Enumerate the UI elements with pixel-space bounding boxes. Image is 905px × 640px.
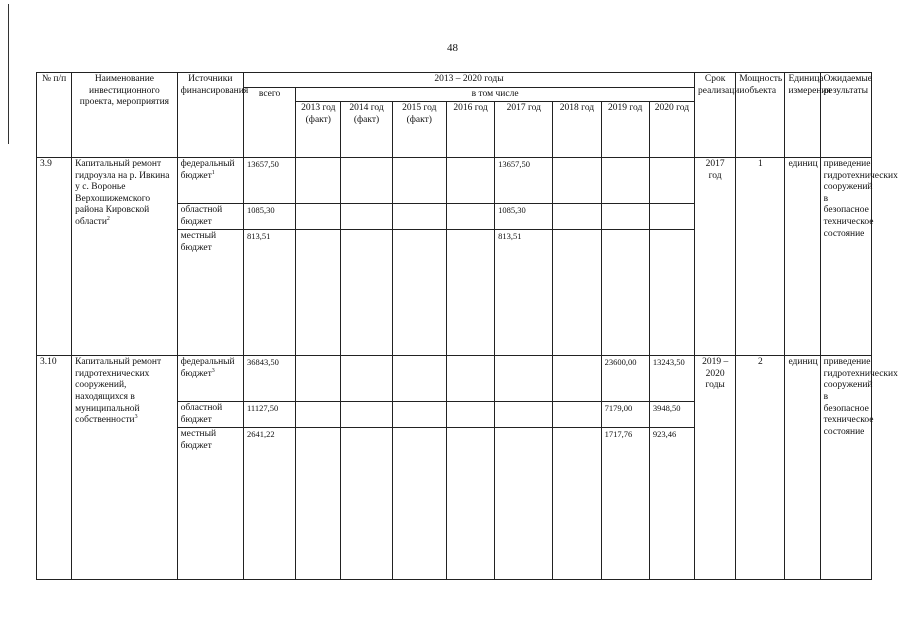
year-value-cell-text: 813,51 [498,231,522,242]
year-value-cell [601,158,649,204]
header-source: Источники финансирования [177,73,243,158]
funding-source-cell [177,204,243,230]
year-value-cell [341,158,392,204]
year-value-cell [649,158,694,204]
year-value-cell-text: 7179,00 [604,403,633,414]
funding-source-cell-text: местный бюджет [180,231,217,253]
row-number-cell-text: 3.10 [40,357,57,368]
total-cell-text: 813,51 [246,231,271,242]
table-body [37,73,898,580]
header-row [37,73,872,88]
year-value-cell [341,402,392,428]
funding-source-cell [177,428,243,580]
funding-source-cell [177,158,243,204]
year-value-cell [392,402,446,428]
funding-source-cell-text: федеральный бюджет [180,159,235,181]
unit-cell-text: единиц [788,357,818,368]
unit-cell [785,158,820,356]
project-name-cell-text: Капитальный ремонт гидроузла на р. Ивкина у с. Вороньe Верхошижемского района Кировской области [75,159,170,228]
year-value-cell [392,204,446,230]
total-cell [243,428,295,580]
year-value-cell [341,428,392,580]
term-cell-text: 2019 – 2020 годы [702,357,729,391]
header-result: Ожидаемые результаты [820,73,871,158]
result-cell-text: приведение гидротехнических сооружений в безопасное техническое состояние [823,357,898,437]
margin-line [8,4,9,144]
year-value-cell [392,428,446,580]
year-value-cell [495,356,553,402]
total-cell-text: 1085,30 [246,205,275,216]
total-cell-text: 11127,50 [246,403,279,414]
footnote-mark: 3 [134,414,138,421]
header-year-2015: 2015 год (факт) [392,102,446,158]
year-value-cell [495,204,553,230]
result-cell [820,356,898,580]
capacity-cell [736,356,785,580]
year-value-cell [446,158,494,204]
year-value-cell [495,428,553,580]
year-value-cell [553,158,601,204]
year-value-cell [553,204,601,230]
result-cell-text: приведение гидротехнических сооружений в безопасное техническое состояние [823,159,898,239]
row-number-cell [37,158,72,356]
total-cell [243,204,295,230]
unit-cell-text: единиц [788,159,818,170]
year-value-cell [392,158,446,204]
year-value-cell [553,356,601,402]
footnote-mark: 1 [211,169,215,176]
unit-cell [785,356,820,580]
header-num: № п/п [37,73,72,158]
year-value-cell [553,230,601,356]
year-value-cell [296,158,341,204]
header-year-2019: 2019 год [601,102,649,158]
term-cell [695,158,736,356]
table-row [37,158,872,204]
header-year-2014: 2014 год (факт) [341,102,392,158]
total-cell-text: 2641,22 [246,429,275,440]
year-value-cell [495,158,553,204]
year-value-cell [446,356,494,402]
year-value-cell-text: 3948,50 [652,403,681,414]
row-number-cell-text: 3.9 [40,159,52,170]
header-year-2020: 2020 год [649,102,694,158]
header-term: Срок реализации [695,73,736,158]
year-value-cell [649,356,694,402]
funding-source-cell-text: областной бюджет [180,403,223,425]
funding-source-cell-text: областной бюджет [180,205,223,227]
header-years-range: 2013 – 2020 годы [243,73,694,88]
total-cell-text: 13657,50 [246,159,279,170]
total-cell [243,230,295,356]
funding-source-cell [177,356,243,402]
table-row [37,356,872,402]
header-year-2016: 2016 год [446,102,494,158]
footnote-mark: 3 [211,367,215,374]
header-including: в том числе [296,87,695,102]
year-value-cell [495,402,553,428]
header-year-2013: 2013 год (факт) [296,102,341,158]
year-value-cell [649,428,694,580]
total-cell [243,356,295,402]
header-year-2018: 2018 год [553,102,601,158]
term-cell-text: 2017 год [705,159,725,181]
year-value-cell-text: 13243,50 [652,357,685,368]
total-cell [243,402,295,428]
year-value-cell [446,428,494,580]
year-value-cell [649,230,694,356]
year-value-cell [446,204,494,230]
year-value-cell [601,402,649,428]
row-number-cell [37,356,72,580]
capacity-cell [736,158,785,356]
year-value-cell [649,402,694,428]
capacity-cell-text: 1 [757,159,763,170]
header-year-2017: 2017 год [495,102,553,158]
year-value-cell [341,204,392,230]
project-name-cell [72,356,178,580]
year-value-cell [296,428,341,580]
investment-table [36,72,898,580]
year-value-cell [392,356,446,402]
year-value-cell-text: 923,46 [652,429,677,440]
project-name-cell-text: Капитальный ремонт гидротехнических сооружений, находящихся в муниципальной собственности [75,357,162,426]
year-value-cell [601,204,649,230]
header-name: Наименование инвестиционного проекта, мероприятия [72,73,178,158]
total-cell [243,158,295,204]
year-value-cell [341,356,392,402]
year-value-cell [495,230,553,356]
footnote-mark: 2 [106,215,110,222]
year-value-cell [446,230,494,356]
year-value-cell [341,230,392,356]
funding-source-cell-text: федеральный бюджет [180,357,235,379]
year-value-cell [296,402,341,428]
year-value-cell [601,356,649,402]
header-unit: Единица измерения [785,73,820,158]
total-cell-text: 36843,50 [246,357,279,368]
header-total: всего [243,87,295,158]
year-value-cell-text: 23600,00 [604,357,637,368]
year-value-cell [296,204,341,230]
year-value-cell [392,230,446,356]
year-value-cell [601,230,649,356]
year-value-cell-text: 13657,50 [498,159,530,170]
year-value-cell [296,356,341,402]
year-value-cell [553,402,601,428]
project-name-cell [72,158,178,356]
year-value-cell [553,428,601,580]
funding-source-cell [177,402,243,428]
year-value-cell-text: 1085,30 [498,205,526,216]
header-capacity: Мощность объекта [736,73,785,158]
funding-source-cell [177,230,243,356]
result-cell [820,158,898,356]
year-value-cell [296,230,341,356]
year-value-cell-text: 1717,76 [604,429,633,440]
year-value-cell [446,402,494,428]
capacity-cell-text: 2 [757,357,763,368]
term-cell [695,356,736,580]
year-value-cell [601,428,649,580]
page-number: 48 [447,42,458,54]
funding-source-cell-text: местный бюджет [180,429,217,452]
year-value-cell [649,204,694,230]
